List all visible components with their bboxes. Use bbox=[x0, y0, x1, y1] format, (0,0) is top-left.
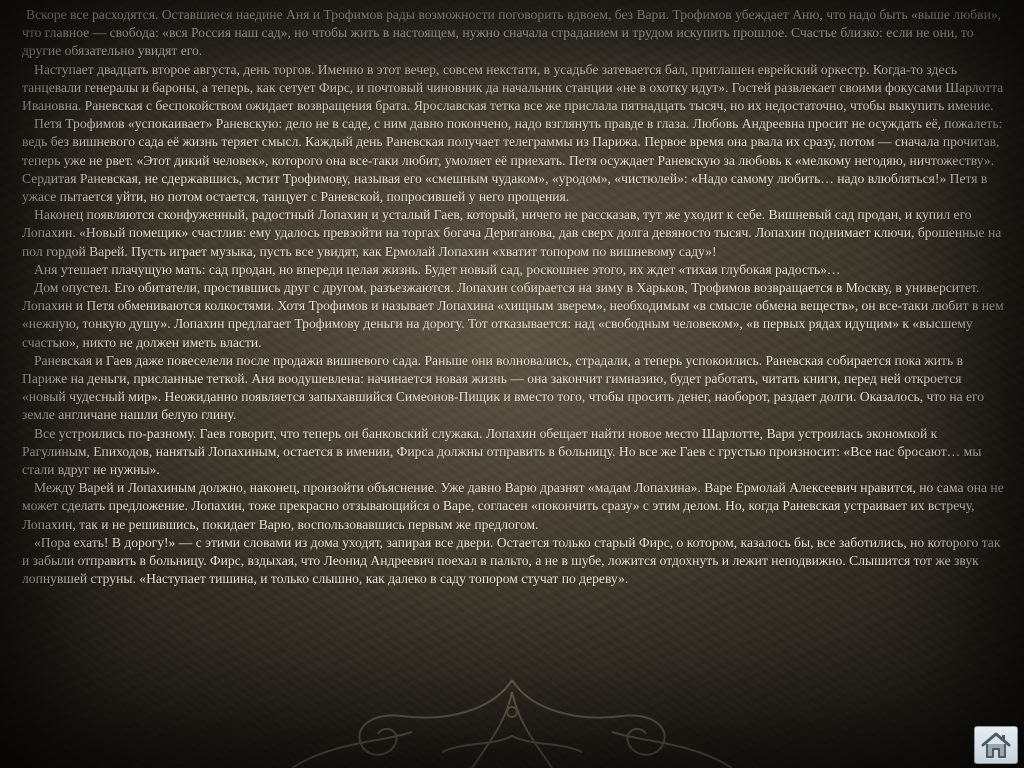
paragraph: Наступает двадцать второе августа, день торгов. Именно в этот вечер, совсем некстати, в усадьбе затевается бал, приглашен еврейский оркестр. Когда-то здесь танцевали генералы и бароны, а теперь, как сетует Фирс, и почтовый чиновник да начальник станции «не в охотку идут». Гостей развлекает своими фокусами Шарлотта Ивановна. Раневская с беспокойством ожидает возвращения брата. Ярославская тетка все же прислала пятнадцать тысяч, но их недостаточно, чтобы выкупить имение. bbox=[22, 61, 1004, 114]
home-button[interactable] bbox=[974, 726, 1018, 764]
summary-text bbox=[22, 6, 1006, 589]
paragraph: Петя Трофимов «успокаивает» Раневскую: дело не в саде, с ним давно покончено, надо взглянуть правде в глаза. Любовь Андреевна просит не осуждать её, пожалеть: ведь без вишневого сада её жизнь теряет смысл. Каждый день Раневская получает телеграммы из Парижа. Первое время она рвала их сразу, потом — сначала прочитав, теперь уже не рвет. «Этот дикий человек», которого она все-таки любит, умоляет её приехать. Петя осуждает Раневскую за любовь к «мелкому негодяю, ничтожеству». Сердитая Раневская, не сдержавшись, мстит Трофимову, называя его «смешным чудаком», «уродом», «чистюлей»: «Надо самому любить… надо влюбляться!» Петя в ужасе пытается уйти, но потом остается, танцует с Раневской, попросившей у него прощения. bbox=[22, 116, 1003, 205]
paragraph: Все устроились по-разному. Гаев говорит, что теперь он банковский служака. Лопахин обещает найти новое место Шарлотте, Варя устроилась экономкой к Рагулиным, Епиходов, нанятый Лопахиным, остается в имении, Фирса должны отправить в больницу. Но все же Гаев с грустью произносит: «Все нас бросают… мы стали вдруг не нужны». bbox=[22, 425, 982, 478]
paragraph: Аня утешает плачущую мать: сад продан, но впереди целая жизнь. Будет новый сад, роскошнее этого, их ждет «тихая глубокая радость»… bbox=[34, 261, 841, 277]
paragraph: Раневская и Гаев даже повеселели после продажи вишневого сада. Раньше они волновались, страдали, а теперь успокоились. Раневская собирается пока жить в Париже на деньги, присланные теткой. Аня воодушевлена: начинается новая жизнь — она закончит гимназию, будет работать, читать книги, перед ней откроется «новый чудесный мир». Неожиданно появляется запыхавшийся Симеонов-Пищик и вместо того, чтобы просить денег, наоборот, раздает долги. Оказалось, что на его земле англичане нашли белую глину. bbox=[22, 352, 985, 423]
paragraph: «Пора ехать! В дорогу!» — с этими словами из дома уходят, запирая все двери. Остается только старый Фирс, о котором, казалось бы, все заботились, но которого так и забыли отправить в больницу. Фирс, вздыхая, что Леонид Андреевич поехал в пальто, а не в шубе, ложится отдохнуть и лежит неподвижно. Слышится тот же звук лопнувшей струны. «Наступает тишина, и только слышно, как далеко в саду топором стучат по дереву». bbox=[22, 534, 1001, 587]
paragraph: Вскоре все расходятся. Оставшиеся наедине Аня и Трофимов рады возможности поговорить вдвоем, без Вари. Трофимов убеждает Аню, что надо быть «выше любви», что главное — свобода: «вся Россия наш сад», но чтобы жить в настоящем, нужно сначала страданием и трудом искупить прошлое. Счастье близко: если не они, то другие обязательно увидят его. bbox=[22, 7, 1002, 59]
home-icon bbox=[979, 730, 1013, 760]
paragraph: Наконец появляются сконфуженный, радостный Лопахин и усталый Гаев, который, ничего не рассказав, тут же уходит к себе. Вишневый сад продан, и купил его Лопахин. «Новый помещик» счастлив: ему удалось превзойти на торгах богача Дериганова, дав сверх долга девяносто тысяч. Лопахин поднимает ключи, брошенные на пол гордой Варей. Пусть играет музыка, пусть все увидят, как Ермолай Лопахин «хватит топором по вишневому саду»! bbox=[22, 207, 1002, 259]
ornament-decoration bbox=[292, 672, 732, 768]
paragraph: Между Варей и Лопахиным должно, наконец, произойти объяснение. Уже давно Варю дразнят «мадам Лопахина». Варе Ермолай Алексеевич нравится, но сама она не может сделать предложение. Лопахин, тоже прекрасно отзывающийся о Варе, согласен «покончить сразу» с этим делом. Но, когда Раневская устраивает их встречу, Лопахин, так и не решившись, покидает Варю, воспользовавшись первым же предлогом. bbox=[22, 480, 1004, 532]
paragraph: Дом опустел. Его обитатели, простившись друг с другом, разъезжаются. Лопахин собирается на зиму в Харьков, Трофимов возвращается в Москву, в университет. Лопахин и Петя обмениваются колкостями. Хотя Трофимов и называет Лопахина «хищным зверем», необходимым «в смысле обмена веществ», он все-таки любит в нем «нежную, тонкую душу». Лопахин предлагает Трофимову деньги на дорогу. Тот отказывается: над «свободным человеком», «в первых рядах идущим» к «высшему счастью», никто не должен иметь власти. bbox=[22, 280, 1004, 350]
